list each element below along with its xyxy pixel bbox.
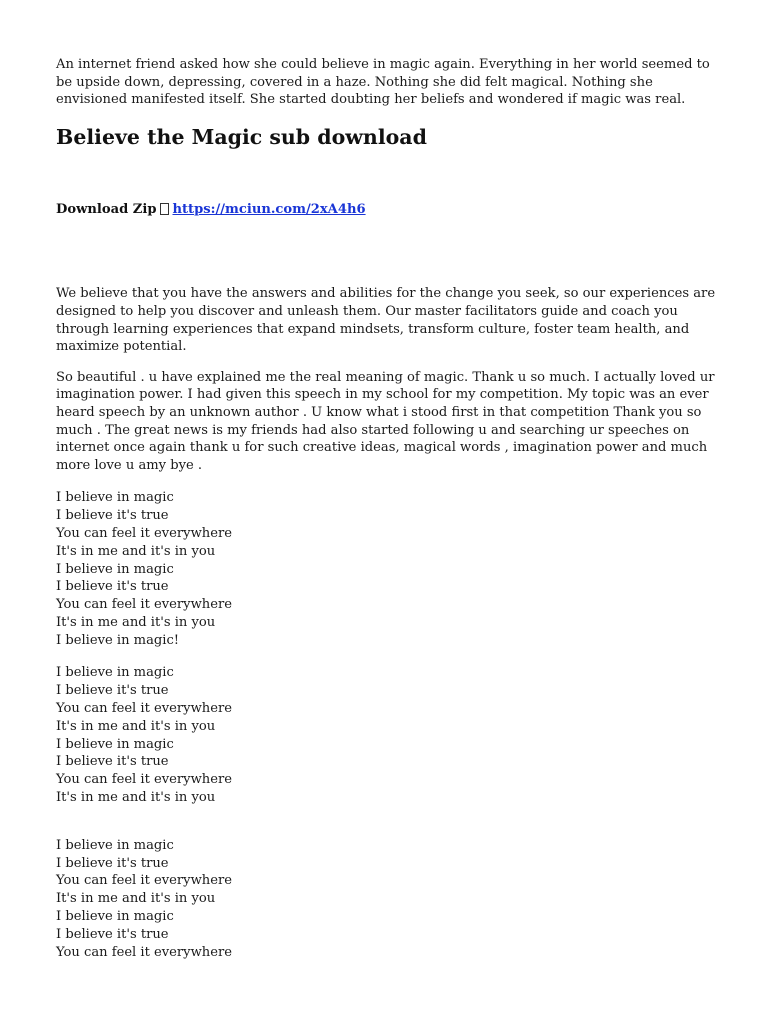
lyric-line: I believe it's true — [56, 683, 169, 699]
lyric-line: It's in me and it's in you — [56, 543, 216, 559]
lyric-line: I believe it's true — [56, 754, 169, 770]
download-label: Download Zip — [56, 201, 157, 217]
document-page — [56, 56, 724, 961]
body-paragraph-1: We believe that you have the answers and abilities for the change you seek, so our experiences are designed to help you discover and unleash them. Our master facilitators guide and coach you through learning experiences that expand mindsets, transform culture, foster team health, and maximize potential. — [56, 286, 716, 355]
download-link[interactable]: https://mciun.com/2xA4h6 — [172, 201, 366, 217]
lyric-line: I believe in magic — [56, 561, 174, 577]
lyric-line: You can feel it everywhere — [56, 873, 232, 889]
missing-glyph-icon — [160, 203, 169, 215]
lyric-line: I believe it's true — [56, 579, 169, 595]
lyrics-stanza-2 — [56, 664, 724, 806]
lyrics-stanza-3 — [56, 837, 724, 962]
lyric-line: You can feel it everywhere — [56, 772, 232, 788]
intro-paragraph: An internet friend asked how she could believe in magic again. Everything in her world seemed to be upside down, depressing, covered in a haze. Nothing she did felt magical. Nothing she envisioned manifested itself. She started doubting her beliefs and wondered if magic was real. — [56, 57, 710, 108]
lyric-line: You can feel it everywhere — [56, 525, 232, 541]
lyric-line: I believe it's true — [56, 508, 169, 524]
lyric-line: I believe in magic — [56, 665, 174, 681]
lyric-line: I believe in magic — [56, 909, 174, 925]
lyric-line: It's in me and it's in you — [56, 891, 216, 907]
lyric-line: It's in me and it's in you — [56, 718, 216, 734]
lyric-line: I believe in magic! — [56, 632, 180, 648]
download-row — [56, 201, 724, 219]
lyric-line: I believe in magic — [56, 837, 174, 853]
lyric-line: It's in me and it's in you — [56, 790, 216, 806]
lyric-line: You can feel it everywhere — [56, 944, 232, 960]
body-paragraph-2: So beautiful . u have explained me the real meaning of magic. Thank u so much. I actually loved ur imagination power. I had given this speech in my school for my competition. My topic was an ever heard speech by an unknown author . U know what i stood first in that competition Thank you so much . The great news is my friends had also started following u and searching ur speeches on internet once again thank u for such creative ideas, magical words , imagination power and much more love u amy bye . — [56, 369, 715, 473]
lyric-line: You can feel it everywhere — [56, 701, 232, 717]
lyric-line: I believe in magic — [56, 736, 174, 752]
lyric-line: I believe it's true — [56, 926, 169, 942]
lyrics-stanza-1 — [56, 489, 724, 649]
page-title: Believe the Magic sub download — [56, 124, 427, 149]
lyric-line: You can feel it everywhere — [56, 597, 232, 613]
lyric-line: It's in me and it's in you — [56, 614, 216, 630]
lyric-line: I believe it's true — [56, 855, 169, 871]
lyric-line: I believe in magic — [56, 490, 174, 506]
